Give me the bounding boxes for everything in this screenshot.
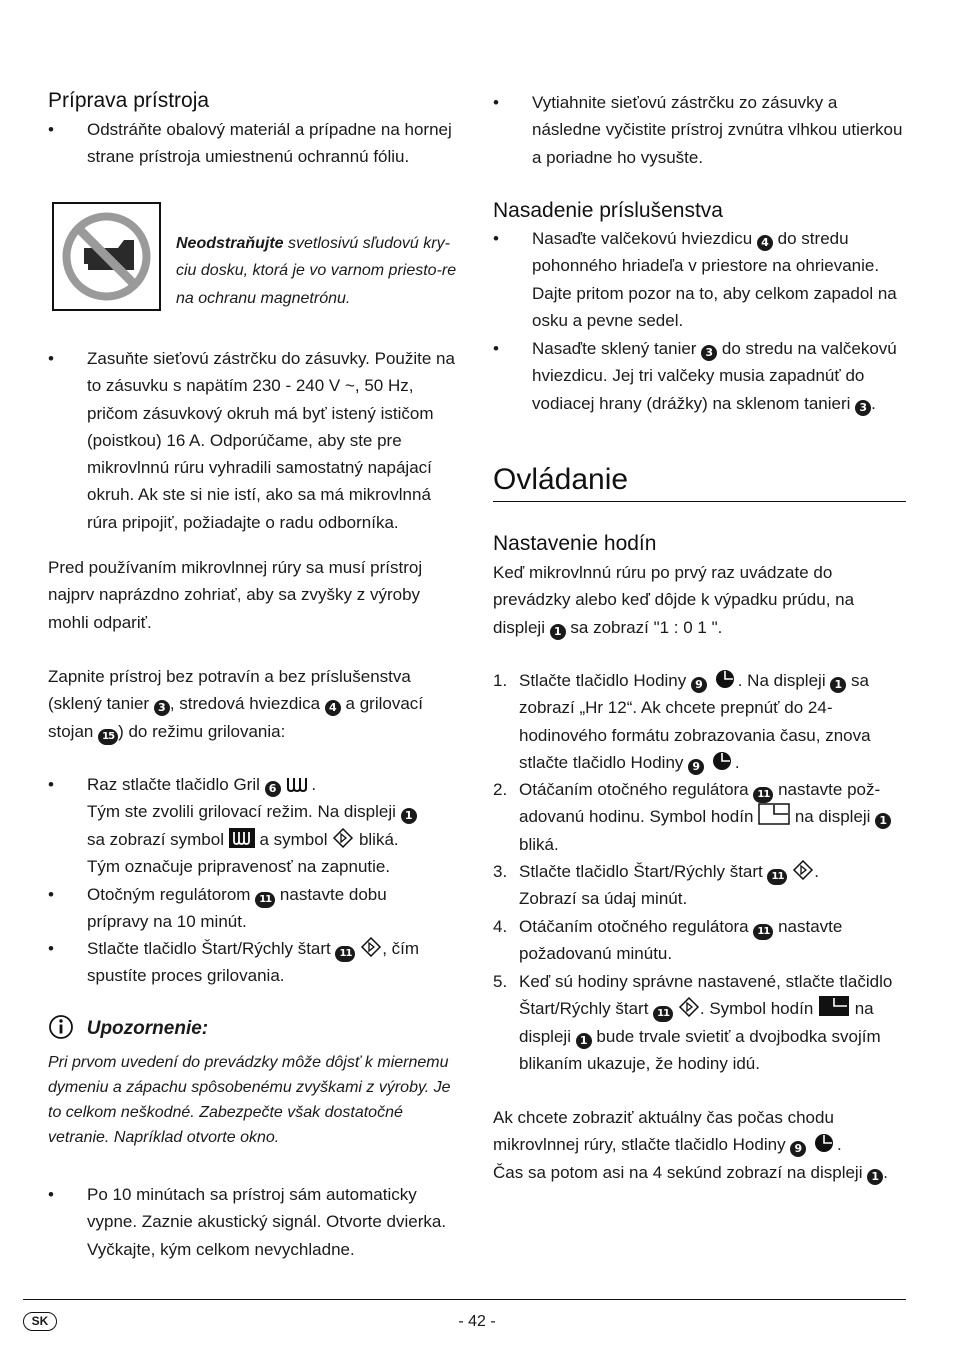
note-text: Pri prvom uvedení do prevádzky môže dôjsť k miernemu dymeniu a zápachu spôsobenému zvyškami z výroby. Je to celkom neškodné. Zabezpečte však dostatočné vetranie. Napríklad otvorte okno. bbox=[48, 1054, 451, 1146]
heading-priprava: Príprava prístroja bbox=[48, 89, 210, 112]
page-number: - 42 - bbox=[458, 1313, 496, 1330]
no-hand-icon bbox=[54, 204, 159, 309]
clock-icon bbox=[818, 995, 850, 1017]
clock-icon bbox=[712, 669, 738, 689]
clock-icon bbox=[758, 803, 790, 825]
warning-symbol-box bbox=[52, 202, 161, 311]
paragraph-preheat: Pred používaním mikrovlnnej rúry sa musí prístroj najprv naprázdno zohriať, aby sa zvyšky z výroby mohli odpariť. bbox=[48, 558, 423, 632]
start-icon bbox=[792, 860, 814, 880]
heading-ovladanie: Ovládanie bbox=[493, 463, 629, 496]
section-rule bbox=[493, 501, 906, 502]
paragraph-grill-mode: Zapnite prístroj bez potravín a bez príslušenstva (sklený tanier 3 , stredová hviezdica 4 a grilovací stojan 15 ) do režimu grilovania: bbox=[48, 663, 464, 745]
warning-text: Neodstraňujte svetlosivú sľudovú kry-ciu dosku, ktorá je vo varnom priesto-re na ochranu magnetrónu. bbox=[176, 235, 457, 307]
note-heading: Upozornenie: bbox=[48, 1014, 464, 1042]
paragraph-first-use: Keď mikrovlnnú rúru po prvý raz uvádzate do prevádzky alebo keď dôjde k výpadku prúdu, na displeji 1 sa zobrazí "1 : 0 1 ". bbox=[493, 563, 855, 638]
clock-icon bbox=[811, 1133, 837, 1153]
start-icon bbox=[360, 937, 382, 957]
language-badge: SK bbox=[23, 1312, 57, 1331]
footer-rule bbox=[23, 1299, 906, 1300]
grill-icon bbox=[285, 775, 311, 793]
grill-icon bbox=[229, 828, 255, 848]
info-icon bbox=[48, 1014, 74, 1040]
heading-nasadenie: Nasadenie príslušenstva bbox=[493, 199, 723, 222]
start-icon bbox=[332, 828, 354, 848]
heading-hodiny: Nastavenie hodín bbox=[493, 532, 657, 555]
paragraph-current-time: Ak chcete zobraziť aktuálny čas počas chodu mikrovlnnej rúry, stlačte tlačidlo Hodiny 9 . Čas sa potom asi na 4 sekúnd zobrazí na displeji 1 . bbox=[493, 1108, 888, 1183]
clock-icon bbox=[709, 751, 735, 771]
start-icon bbox=[678, 997, 700, 1017]
